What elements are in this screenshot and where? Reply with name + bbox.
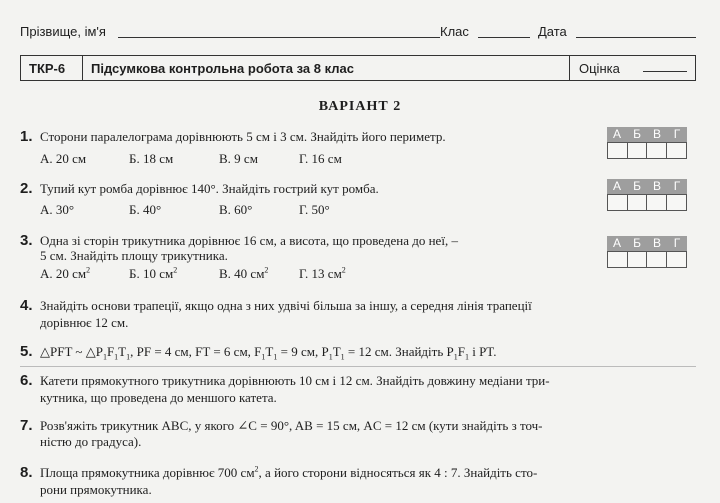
task-number: 3.	[20, 232, 33, 249]
grid-letter-a: А	[612, 127, 621, 141]
grid-letter-c: В	[652, 179, 661, 193]
option-b-unit-power: 2	[173, 265, 178, 275]
answer-grid-cells	[607, 142, 687, 159]
task-8-seg-b: , а його сторони відносяться як 4 : 7. Знайдіть сто-	[258, 465, 538, 480]
task-5-seg-d: , PF = 4 см, FT = 6 см, F	[130, 344, 262, 359]
task-text-line-2: 5 см. Знайдіть площу трикутника.	[40, 248, 228, 263]
answer-options	[40, 151, 342, 167]
task-5-sub-6: 1	[328, 352, 333, 362]
task-number: 1.	[20, 128, 33, 145]
option-c[interactable]: В. 60°	[219, 202, 253, 217]
task-5-seg-c: T	[118, 344, 127, 359]
answer-cell-a[interactable]	[608, 195, 628, 210]
task-5-sub-3: 1	[126, 352, 131, 362]
answer-options	[40, 202, 330, 218]
grid-letter-c: В	[652, 236, 661, 250]
class-field[interactable]	[478, 37, 530, 38]
option-d-text: Г. 13 см	[299, 266, 342, 281]
task-5-seg-a: △PFT ~ △P	[40, 344, 103, 359]
option-c-unit-power: 2	[264, 265, 269, 275]
title-divider-2	[569, 56, 570, 80]
answer-grid-task-2	[607, 179, 687, 211]
name-field[interactable]	[118, 37, 440, 38]
answer-grid-task-3	[607, 236, 687, 268]
task-number: 8.	[20, 464, 33, 481]
option-a[interactable]: А. 30°	[40, 202, 75, 217]
task-number: 7.	[20, 417, 33, 434]
task-5-sub-4: 1	[261, 352, 266, 362]
student-header	[20, 22, 696, 42]
task-5-seg-g: T	[332, 344, 341, 359]
answer-cell-c[interactable]	[647, 252, 667, 267]
task-number: 4.	[20, 297, 33, 314]
answer-cell-d[interactable]	[667, 143, 686, 158]
task-5-sub-2: 1	[114, 352, 119, 362]
answer-cell-a[interactable]	[608, 143, 628, 158]
name-label: Прізвище, ім'я	[20, 24, 106, 39]
variant-heading: ВАРІАНТ 2	[318, 99, 402, 114]
task-5-sub-5: 1	[273, 352, 278, 362]
option-a-text: А. 20 см	[40, 266, 87, 281]
option-c-text: В. 40 см	[219, 266, 265, 281]
task-number: 5.	[20, 343, 33, 360]
task-text-line-2: кутника, що проведена до меншого катета.	[40, 390, 277, 405]
task-text	[40, 344, 497, 362]
task-5-divider	[20, 366, 696, 367]
grid-letter-b: Б	[633, 179, 641, 193]
answer-grid-header	[607, 179, 687, 194]
answer-grid-header	[607, 127, 687, 142]
task-5-seg-b: F	[106, 344, 115, 359]
option-c[interactable]: В. 9 см	[219, 151, 258, 166]
grid-letter-b: Б	[633, 127, 641, 141]
grid-letter-d: Г	[673, 236, 681, 250]
option-d[interactable]	[299, 266, 346, 282]
grid-letter-c: В	[652, 127, 661, 141]
task-8-power: 2	[254, 464, 259, 474]
option-c[interactable]	[219, 266, 299, 282]
task-5-seg-e: T	[265, 344, 274, 359]
task-5-seg-f: = 9 см, P	[277, 344, 329, 359]
answer-cell-d[interactable]	[667, 252, 686, 267]
grade-label: Оцінка	[579, 60, 620, 76]
option-d-unit-power: 2	[341, 265, 346, 275]
option-b[interactable]	[129, 266, 219, 282]
task-5-seg-h: = 12 см. Знайдіть P	[344, 344, 454, 359]
grid-letter-d: Г	[673, 127, 681, 141]
answer-cell-d[interactable]	[667, 195, 686, 210]
answer-cell-b[interactable]	[628, 195, 648, 210]
task-5-sub-1: 1	[102, 352, 107, 362]
date-label: Дата	[538, 24, 567, 39]
option-b[interactable]: Б. 18 см	[129, 151, 174, 166]
task-5-sub-7: 1	[340, 352, 345, 362]
task-text-line-1: Знайдіть основи трапеції, якщо одна з них удвічі більша за іншу, а середня лінія трапеції	[40, 298, 532, 313]
answer-grid-task-1	[607, 127, 687, 159]
grade-field[interactable]	[643, 71, 687, 72]
task-number: 2.	[20, 180, 33, 197]
task-number: 6.	[20, 372, 33, 389]
date-field[interactable]	[576, 37, 696, 38]
task-text-line-2: рони прямокутника.	[40, 482, 152, 497]
task-text-line-1: Розв'яжіть трикутник ABC, у якого ∠C = 90°, AB = 15 см, AC = 12 см (кути знайдіть з точ-	[40, 418, 543, 433]
answer-cell-b[interactable]	[628, 252, 648, 267]
task-5-sub-9: 1	[464, 352, 469, 362]
task-text-line-1: Катети прямокутного трикутника дорівнюють 10 см і 12 см. Знайдіть довжину медіани три-	[40, 373, 550, 388]
grid-letter-b: Б	[633, 236, 641, 250]
option-b-text: Б. 10 см	[129, 266, 174, 281]
title-divider-1	[82, 56, 83, 80]
grid-letter-d: Г	[673, 179, 681, 193]
answer-cell-c[interactable]	[647, 195, 667, 210]
task-text-line-2: дорівнює 12 см.	[40, 315, 129, 330]
task-text: Сторони паралелограма дорівнюють 5 см і 3 см. Знайдіть його периметр.	[40, 129, 446, 144]
answer-cell-b[interactable]	[628, 143, 648, 158]
answer-grid-cells	[607, 194, 687, 211]
option-a[interactable]	[40, 266, 129, 282]
answer-grid-cells	[607, 251, 687, 268]
grid-letter-a: А	[612, 236, 621, 250]
option-a-unit-power: 2	[86, 265, 91, 275]
answer-cell-a[interactable]	[608, 252, 628, 267]
option-d[interactable]: Г. 16 см	[299, 151, 342, 166]
test-title-box	[20, 55, 696, 81]
task-text-line-1: Одна зі сторін трикутника дорівнює 16 см, а висота, що проведена до неї, –	[40, 233, 458, 248]
class-label: Клас	[440, 24, 469, 39]
test-code: ТКР-6	[29, 60, 66, 76]
option-d[interactable]: Г. 50°	[299, 202, 330, 217]
answer-cell-c[interactable]	[647, 143, 667, 158]
option-b[interactable]: Б. 40°	[129, 202, 162, 217]
task-text-line-1	[40, 465, 537, 480]
task-5-sub-8: 1	[453, 352, 458, 362]
task-text: Тупий кут ромба дорівнює 140°. Знайдіть гострий кут ромба.	[40, 181, 379, 196]
answer-options	[40, 266, 346, 282]
answer-grid-header	[607, 236, 687, 251]
task-8-seg-a: Площа прямокутника дорівнює 700 см	[40, 465, 255, 480]
task-5-seg-j: і PT.	[468, 344, 497, 359]
grid-letter-a: А	[612, 179, 621, 193]
test-title: Підсумкова контрольна робота за 8 клас	[91, 60, 354, 76]
option-a[interactable]: А. 20 см	[40, 151, 87, 166]
task-text-line-2: ністю до градуса).	[40, 434, 142, 449]
task-5-seg-i: F	[457, 344, 465, 359]
